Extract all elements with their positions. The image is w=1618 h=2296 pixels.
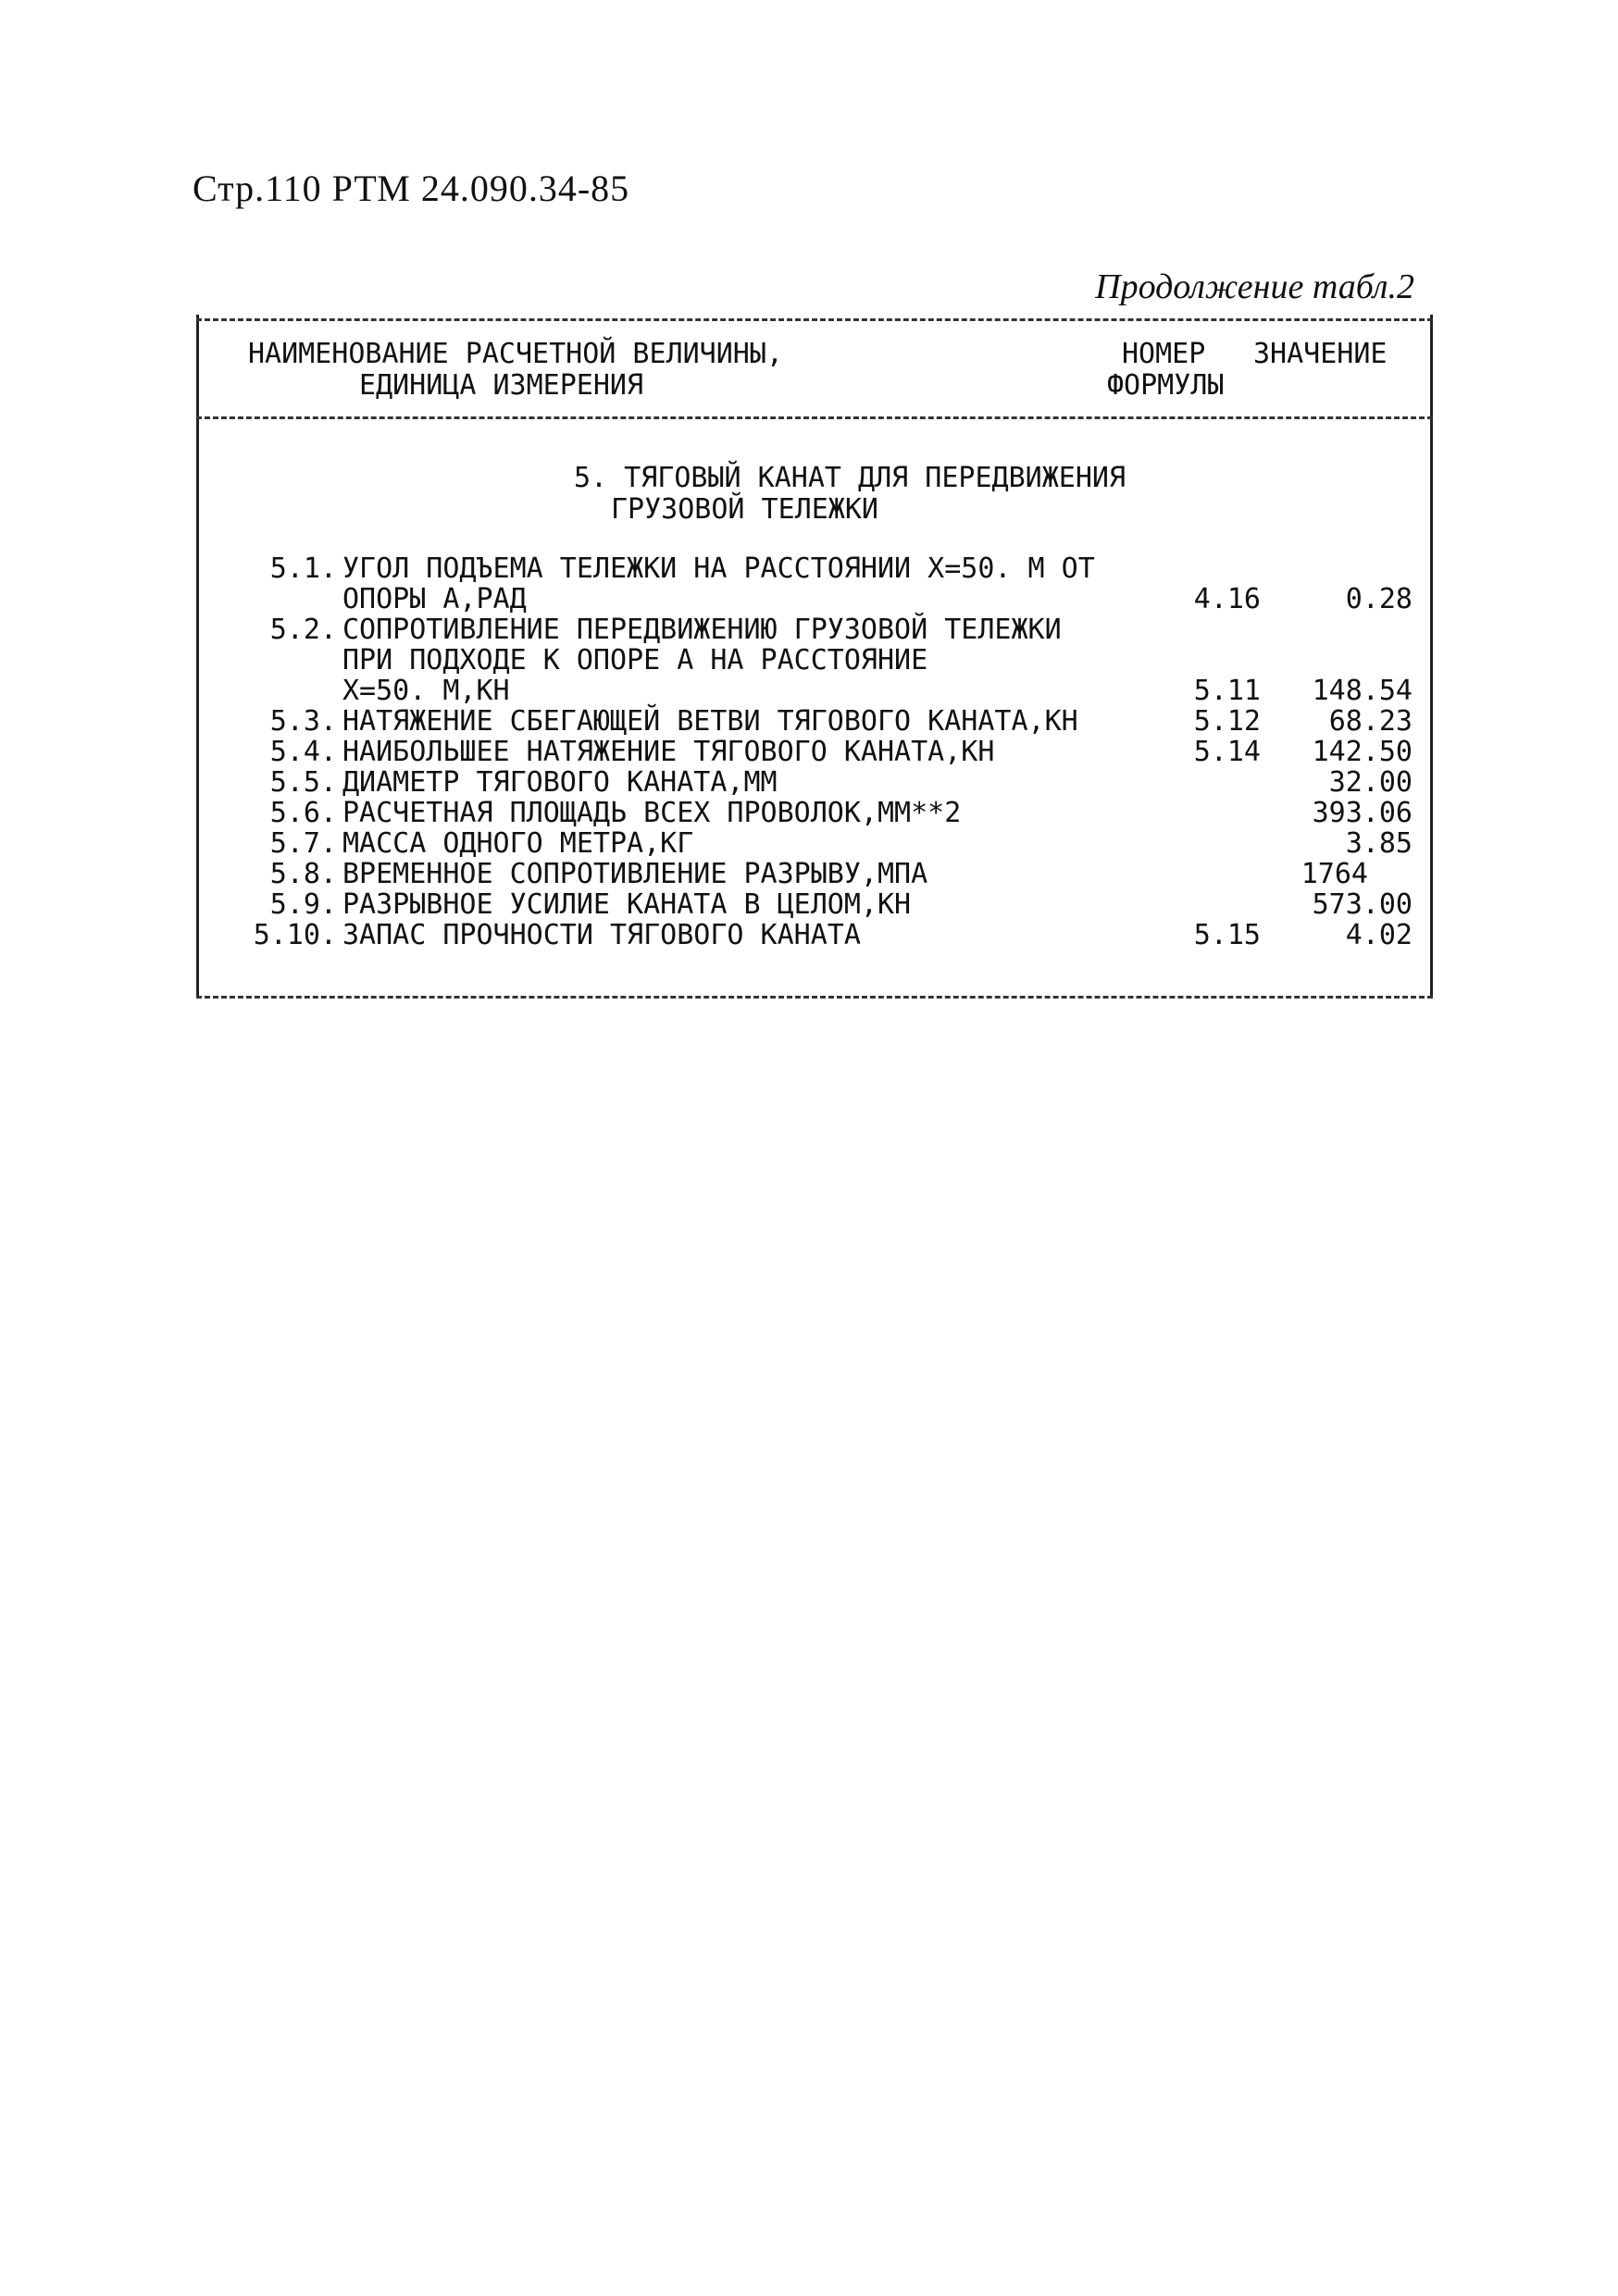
row-value: 142.50 (1312, 736, 1413, 768)
column-header-value: ЗНАЧЕНИЕ (1253, 338, 1388, 370)
row-label: НАИБОЛЬШЕЕ НАТЯЖЕНИЕ ТЯГОВОГО КАНАТА,КН (342, 736, 995, 768)
row-number: 5.4. (269, 736, 337, 768)
row-formula: 5.12 (1193, 705, 1261, 738)
row-label: МАССА ОДНОГО МЕТРА,КГ (342, 827, 694, 860)
section-title-continued: ГРУЗОВОЙ ТЕЛЕЖКИ (611, 493, 878, 526)
table-continuation-label: Продолжение табл.2 (1095, 267, 1414, 306)
table-row (196, 859, 1433, 889)
table-row (196, 798, 1433, 828)
row-label: РАСЧЕТНАЯ ПЛОЩАДЬ ВСЕХ ПРОВОЛОК,ММ**2 (342, 797, 962, 829)
row-label: ВРЕМЕННОЕ СОПРОТИВЛЕНИЕ РАЗРЫВУ,МПА (342, 858, 928, 890)
row-number: 5.5. (269, 766, 337, 799)
row-value: 573.00 (1312, 888, 1413, 921)
row-number: 5.3. (269, 705, 337, 738)
table-header-rule (196, 416, 1433, 419)
row-number: 5.8. (269, 858, 337, 890)
column-header-formula: НОМЕР (1122, 338, 1206, 370)
table-body (196, 553, 1433, 950)
row-number: 5.6. (269, 797, 337, 829)
column-header-name: НАИМЕНОВАНИЕ РАСЧЕТНОЙ ВЕЛИЧИНЫ, (248, 338, 783, 370)
row-value: 4.02 (1345, 919, 1413, 951)
row-number: 5.7. (269, 827, 337, 860)
row-number: 5.2. (269, 614, 337, 646)
row-label: УГОЛ ПОДЪЕМА ТЕЛЕЖКИ НА РАССТОЯНИИ Х=50. М ОТ (342, 552, 1095, 585)
section-title: 5. ТЯГОВЫЙ КАНАТ ДЛЯ ПЕРЕДВИЖЕНИЯ (574, 462, 1126, 494)
row-label: СОПРОТИВЛЕНИЕ ПЕРЕДВИЖЕНИЮ ГРУЗОВОЙ ТЕЛЕЖКИ (342, 614, 1062, 646)
row-number: 5.10. (253, 919, 337, 951)
row-label: Х=50. М,КН (342, 675, 510, 707)
row-label: ДИАМЕТР ТЯГОВОГО КАНАТА,ММ (342, 766, 778, 799)
table-row (196, 828, 1433, 859)
column-header-formula-2: ФОРМУЛЫ (1107, 369, 1225, 402)
row-value: 0.28 (1345, 583, 1413, 615)
table-row (196, 614, 1433, 706)
row-label: РАЗРЫВНОЕ УСИЛИЕ КАНАТА В ЦЕЛОМ,КН (342, 888, 912, 921)
row-number: 5.1. (269, 552, 337, 585)
row-value: 3.85 (1345, 827, 1413, 860)
row-label: ПРИ ПОДХОДЕ К ОПОРЕ А НА РАССТОЯНИЕ (342, 644, 928, 676)
row-formula: 5.15 (1193, 919, 1261, 951)
column-header-name-units: ЕДИНИЦА ИЗМЕРЕНИЯ (359, 369, 644, 402)
row-label: ОПОРЫ А,РАД (342, 583, 527, 615)
row-label: НАТЯЖЕНИЕ СБЕГАЮЩЕЙ ВЕТВИ ТЯГОВОГО КАНАТА,КН (342, 705, 1078, 738)
row-value: 393.06 (1312, 797, 1413, 829)
row-formula: 5.14 (1193, 736, 1261, 768)
table-row (196, 706, 1433, 737)
table-row (196, 767, 1433, 798)
row-formula: 5.11 (1193, 675, 1261, 707)
row-value: 148.54 (1312, 675, 1413, 707)
table-row (196, 889, 1433, 920)
table-top-rule (196, 318, 1433, 321)
row-value: 68.23 (1328, 705, 1413, 738)
table-bottom-rule (196, 996, 1433, 999)
row-value: 1764 (1301, 858, 1368, 890)
row-formula: 4.16 (1193, 583, 1261, 615)
table-row (196, 553, 1433, 614)
row-value: 32.00 (1328, 766, 1413, 799)
table-row (196, 737, 1433, 767)
row-number: 5.9. (269, 888, 337, 921)
page-header: Стр.110 РТМ 24.090.34-85 (193, 168, 630, 209)
row-label: ЗАПАС ПРОЧНОСТИ ТЯГОВОГО КАНАТА (342, 919, 861, 951)
table-row (196, 920, 1433, 950)
